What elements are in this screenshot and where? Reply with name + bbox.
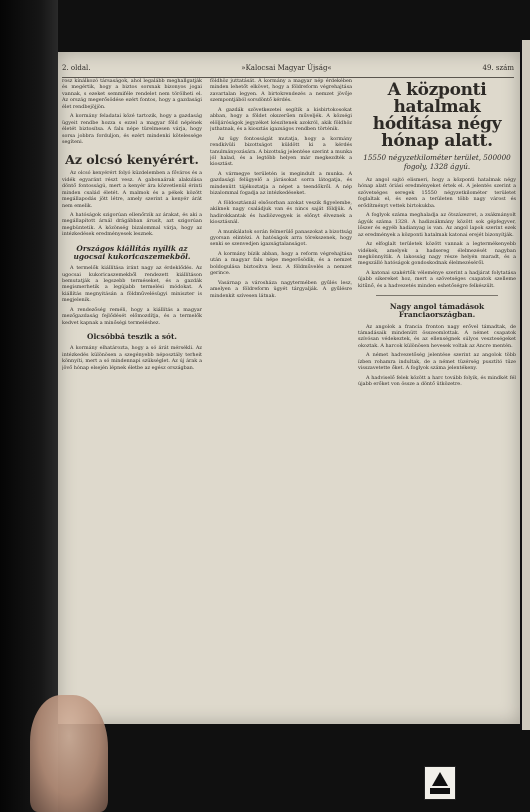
article-text: A kormány elhatározta, hogy a só árát mérsékli. Az intézkedés különösen a szegényebb néposztály terheit könnyíti, mert a só mindennapi szükséglet. Az új árak a jövő hónap elsején lépnek életbe az egész országban.: [62, 345, 202, 371]
article-text: földhöz juttatását. A kormány a magyar nép érdekében minden lehetőt elkövet, hogy a földreform végrehajtása zavartalan legyen. A birtokrendezés a nemzet jövője szempontjából sorsdöntő kérdés.: [210, 78, 352, 104]
article-text: rosz kínálkozó társaságok, ahol legalább meghallgatják és megértik, hogy a biztos sorsnak bizonyos jogai vannak, s ezeket semmiféle rendelet nem törölheti el. Az ország megerősödése ezért fontos, hogy a gazdasági élet rendbejöjjön.: [62, 78, 202, 110]
article-text: A kormány bízik abban, hogy a reform végrehajtása után a magyar falu népe megerősödik, és a nemzet boldogulása biztosítva lesz. A földművelés a nemzet gerince.: [210, 250, 352, 277]
finger-photo-artifact: [30, 695, 108, 812]
column-middle: [210, 78, 352, 302]
article-text: A katonai szakértők véleménye szerint a hadjárat folytatása újabb sikereket hoz, mert a szövetséges csapatok szelleme kitűnő, és a hadvezetés minden eshetőségre felkészült.: [358, 269, 516, 289]
article-heading: Olcsóbbá teszik a sót.: [87, 332, 177, 342]
article-text: A foglyok száma meghaladja az ötszázezret, a zsákmányolt ágyúk száma 1328. A hadizsákmány között sok gépfegyver, lőszer és egyéb hadianyag is van. Az angol lapok szerint ezek az eredmények a központi hatalmak katonai erejét bizonyítják.: [358, 212, 516, 238]
article-text: Az angol sajtó elismeri, hogy a központi hatalmak négy hónap alatt óriási eredményeket értek el. A jelentés szerint a szövetséges seregek 15550 négyzetkilométer területet foglaltak el, és ezen a területen több nagy várost és erődítményt vettek birtokukba.: [358, 177, 516, 209]
triangle-icon: [432, 772, 448, 786]
article-text: Az olcsó kenyérért folyó küzdelemben a főváros és a vidék egyaránt részt vesz. A gabonaárak alakulása döntő fontosságú, mert a kenyér ára közvetlenül érinti minden család életét. A malmok és a pékek között megállapodás jött létre, amely szerint a kenyér árát nem emelik.: [62, 170, 202, 209]
section-divider: [376, 295, 498, 296]
article-text: A termelők kiállítása iránt nagy az érdeklődés. Az ugocsai kukoricaszemekből rendezett kiállításon bemutatják a legszebb terméseket, és a gazdák megismerhetik a legújabb termelési módokat. A kiállítás megnyitásán a földművelésügyi miniszter is megjelenik.: [62, 265, 202, 304]
bar-icon: [430, 788, 450, 794]
column-right: [358, 78, 516, 391]
page-number: 2. oldal.: [62, 64, 91, 72]
article-text: A hadviselő felek között a harc tovább folyik, és mindkét fél újabb erőket von össze a döntő ütközetre.: [358, 374, 516, 388]
article-heading: Országos kiállítás nyílik az ugocsai kukoricaszemekből.: [73, 243, 191, 261]
article-text: A földosztásnál elsősorban azokat veszik figyelembe, akiknek nagy családjuk van és nincs saját földjük. A hadirokkantak és hadiözvegyek is előnyt élveznek a kiosztásnál.: [210, 199, 352, 226]
next-page-edge: [522, 40, 530, 730]
column-left: [62, 78, 202, 374]
article-text: Az angolok a francia fronton nagy erővel támadtak, de támadásaik mindenütt összeomlottak. A német csapatok szívósan védekeztek, és az ellenségnek súlyos veszteségeket okoztak. A harcok különösen hevesek voltak az Ancre mentén.: [358, 323, 516, 349]
article-text: A hatóságok szigorúan ellenőrzik az árakat, és aki a megállapított árnál drágábban árusít, azt szigorúan megbüntetik. A közönség bizalommal várja, hogy az intézkedések eredményesek lesznek.: [62, 212, 202, 238]
archive-sticker-icon: [424, 766, 456, 800]
book-binding: [0, 0, 58, 812]
article-text: A német hadvezetőség jelentése szerint az angolok több ízben rohamra indultak, de a német tüzérség pusztító tüze visszavetette őket. A foglyok száma jelentékeny.: [358, 352, 516, 372]
issue-number: 49. szám: [482, 64, 514, 72]
page-header: [62, 61, 514, 78]
headline-subtitle: 15550 négyzetkilométer terület, 500000 fogoly, 1328 ágyú.: [363, 153, 511, 171]
newspaper-title: »Kalocsai Magyar Újság«: [241, 64, 332, 72]
main-headline: A központi hatalmak hódítása négy hónap alatt.: [372, 80, 502, 151]
article-text: A kormány feladatai közé tartozik, hogy a gazdaság ügyeit rendbe hozza s ezzel a magyar föld népének életét biztosítsa. A falu népe türelmesen várja, hogy sorsa jobbra forduljon, és ezért mindenki kötelessége segíteni.: [62, 113, 202, 146]
article-text: A gazdák szövetkezetei segítik a kisbirtokosokat abban, hogy a földet okszerűen műveljék. A községi elöljáróságok jegyzéket készítenek azokról, akik földhöz juthatnak, és a kiosztás igazságos rendben történik.: [210, 106, 352, 133]
article-text: Az elfoglalt területek között vannak a legtermékenyebb vidékek, amelyek a hadsereg élelmezését nagyban megkönnyítik. A lakosság nagy része helyén maradt, és a megszálló hatóságok gondoskodnak élelmezéséről.: [358, 241, 516, 267]
article-text: Az ügy fontosságát mutatja, hogy a kormány rendkívüli bizottságot küldött ki a kérdés tanulmányozására. A bizottság jelentése szerint a munka jól halad, és a legtöbb helyen már megkezdték a kiosztást.: [210, 135, 352, 168]
article-heading: Az olcsó kenyérért.: [65, 151, 199, 167]
article-text: A munkálatok során felmerülő panaszokat a bizottság gyorsan elintézi. A hatóságok arra törekszenek, hogy senki se szenvedjen igazságtalanságot.: [210, 228, 352, 248]
article-text: A vármegye területén is megindult a munka. A gazdasági felügyelő a járásokat sorra látogatja, és mindenütt tájékoztatja a népet a teendőkről. A nép bizalommal fogadja az intézkedéseket.: [210, 170, 352, 197]
article-heading: Nagy angol támadások Franciaországban.: [389, 302, 485, 320]
article-text: A rendezőség reméli, hogy a kiállítás a magyar mezőgazdaság fejlődését előmozdítja, és a termelők kedvet kapnak a minőségi termeléshez.: [62, 306, 202, 326]
article-text: Vasárnap a városháza nagytermében gyűlés lesz, amelyen a földreform ügyét tárgyalják. A gyűlésre mindenkit szívesen látnak.: [210, 279, 352, 299]
newspaper-page: [58, 52, 520, 724]
